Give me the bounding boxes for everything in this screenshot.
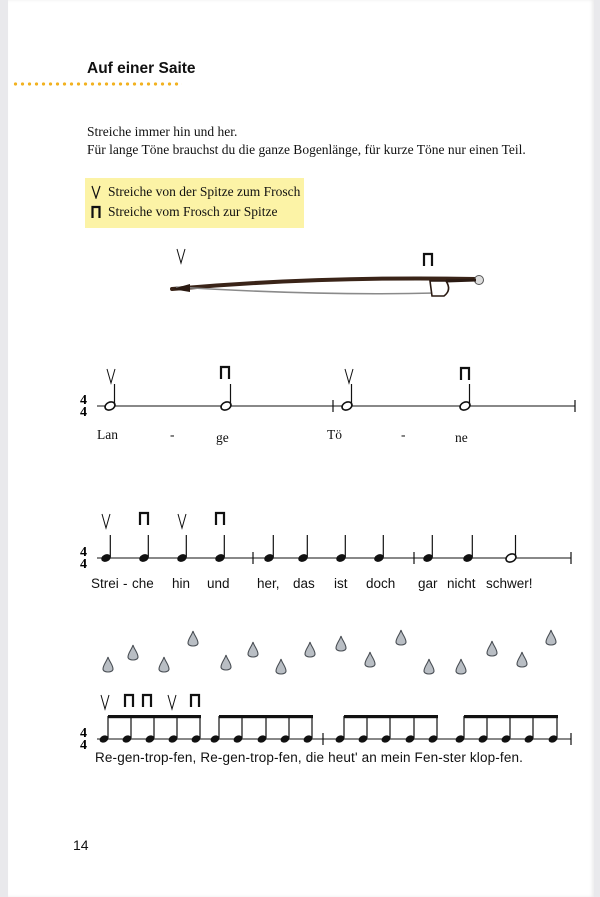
legend-downbow-label: Streiche vom Frosch zur Spitze xyxy=(108,204,278,219)
violin-bow-image xyxy=(172,249,484,296)
upbow-mark xyxy=(101,695,109,709)
raindrop-icon xyxy=(221,655,231,670)
time-signature-top: 4 xyxy=(80,726,87,741)
lyric-syllable: Tö xyxy=(327,427,342,442)
lyric-syllable: ge xyxy=(216,430,229,445)
lyric-syllable: nicht xyxy=(447,576,476,591)
lyric-syllable: ist xyxy=(334,576,348,591)
time-signature-top: 4 xyxy=(80,545,87,560)
lyric-syllable: her, xyxy=(257,576,280,591)
raindrop-icon xyxy=(276,659,286,674)
time-signature-bottom: 4 xyxy=(80,738,87,753)
time-signature-bottom: 4 xyxy=(80,405,87,420)
intro-line-1: Streiche immer hin und her. xyxy=(87,124,238,139)
raindrop-icon xyxy=(128,645,138,660)
lyric-line: Re-gen-trop-fen, Re-gen-trop-fen, die heut' an mein Fen-ster klop-fen. xyxy=(95,750,524,765)
upbow-mark xyxy=(107,369,115,383)
quarter-note xyxy=(138,535,150,563)
raindrop-icon xyxy=(248,642,258,657)
upbow-mark xyxy=(168,695,176,709)
half-note xyxy=(505,535,518,564)
half-note xyxy=(220,384,233,412)
eighth-note-beam xyxy=(108,715,201,718)
lyric-syllable: che xyxy=(132,576,154,591)
quarter-note xyxy=(176,535,188,563)
lyric-syllable: doch xyxy=(366,576,396,591)
downbow-mark xyxy=(461,368,469,380)
downbow-mark xyxy=(424,254,432,266)
upbow-mark xyxy=(345,369,353,383)
raindrop-icon xyxy=(517,652,527,667)
downbow-mark xyxy=(143,695,151,707)
lyric-syllable: Lan xyxy=(97,427,118,442)
raindrops-illustration xyxy=(103,630,556,674)
quarter-note xyxy=(422,535,434,563)
half-note xyxy=(104,384,117,412)
lyric-syllable: ne xyxy=(455,430,468,445)
quarter-note xyxy=(263,535,275,563)
downbow-mark xyxy=(216,513,224,525)
raindrop-icon xyxy=(336,636,346,651)
quarter-note xyxy=(297,535,309,563)
quarter-note xyxy=(373,535,385,563)
raindrop-icon xyxy=(456,659,466,674)
eighth-note-beam xyxy=(464,715,558,718)
upbow-mark xyxy=(178,514,186,528)
lyric-syllable: und xyxy=(207,576,230,591)
downbow-mark xyxy=(221,367,229,379)
staff-2 xyxy=(80,513,571,572)
downbow-mark xyxy=(140,513,148,525)
eighth-notes xyxy=(98,715,558,744)
time-signature-top: 4 xyxy=(80,393,87,408)
eighth-note-beam xyxy=(219,715,313,718)
lyric-syllable: Strei xyxy=(91,576,119,591)
raindrop-icon xyxy=(365,652,375,667)
upbow-mark xyxy=(102,514,110,528)
time-signature-bottom: 4 xyxy=(80,557,87,572)
downbow-mark xyxy=(125,695,133,707)
staff-1 xyxy=(80,367,575,420)
half-note xyxy=(459,384,472,412)
lyric-syllable: das xyxy=(293,576,315,591)
lyric-hyphen: - xyxy=(401,427,406,442)
raindrop-icon xyxy=(487,641,497,656)
lyric-hyphen: - xyxy=(123,576,128,591)
quarter-note xyxy=(462,535,474,563)
intro-line-2: Für lange Töne brauchst du die ganze Bogenlänge, für kurze Töne nur einen Teil. xyxy=(87,142,526,157)
eighth-note-beam xyxy=(344,715,438,718)
lyric-hyphen: - xyxy=(170,427,175,442)
downbow-mark xyxy=(191,695,199,707)
quarter-note xyxy=(214,535,226,563)
half-note xyxy=(341,384,354,412)
section-title: Auf einer Saite xyxy=(87,60,196,77)
raindrop-icon xyxy=(546,630,556,645)
quarter-note xyxy=(335,535,347,563)
lyric-syllable: gar xyxy=(418,576,438,591)
lyric-syllable: hin xyxy=(172,576,191,591)
raindrop-icon xyxy=(424,659,434,674)
raindrop-icon xyxy=(305,642,315,657)
legend-upbow-label: Streiche von der Spitze zum Frosch xyxy=(108,184,301,199)
raindrop-icon xyxy=(396,630,406,645)
quarter-note xyxy=(100,535,112,563)
page-number: 14 xyxy=(73,837,89,853)
raindrop-icon xyxy=(159,657,169,672)
lyric-syllable: schwer! xyxy=(486,576,533,591)
raindrop-icon xyxy=(103,657,113,672)
upbow-mark xyxy=(177,249,185,263)
staff-3 xyxy=(80,695,571,753)
raindrop-icon xyxy=(188,631,198,646)
